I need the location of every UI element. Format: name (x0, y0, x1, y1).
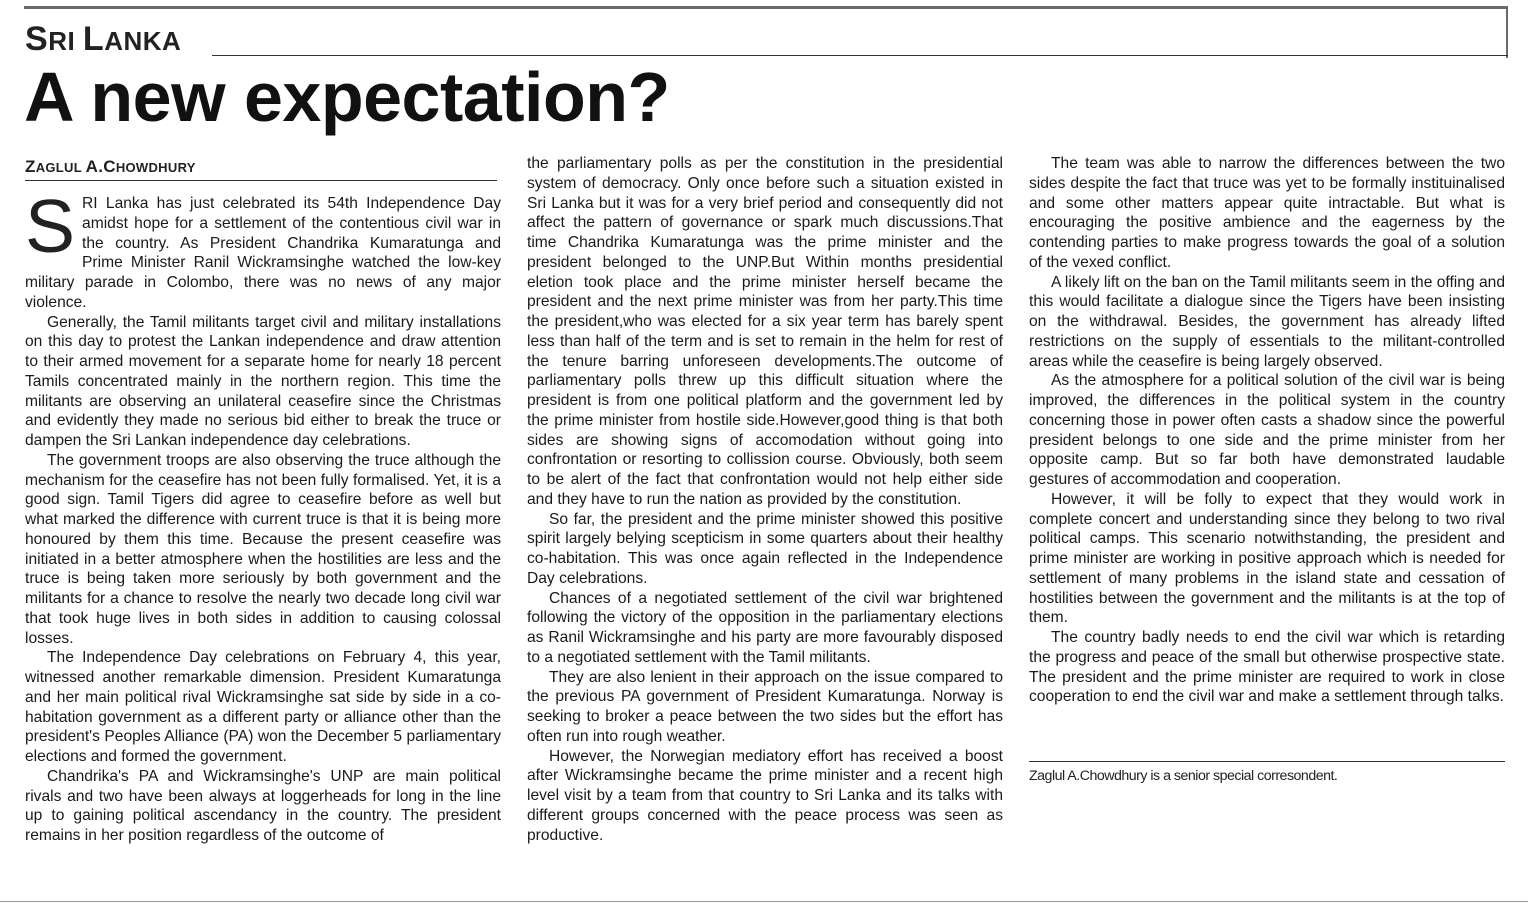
section-kicker: SRI LANKA (25, 20, 182, 58)
paragraph: They are also lenient in their approach on the issue compared to the previous PA government of President Kumaratunga. Norway is seeking to broker a peace between the two sides but the effort has often run into rough weather. (527, 668, 1003, 745)
paragraph: Generally, the Tamil militants target civil and military installations on this day to protest the Lankan independence and draw attention to their armed movement for a separate home for nearly 18 percent Tamils concentrated mainly in the northern region. This time the militants are observing an unilateral ceasefire since the Christmas and evidently they made no serious bid either to break the truce or dampen the Sri Lankan independence day celebrations. (25, 313, 501, 449)
paragraph: The government troops are also observing the truce although the mechanism for the ceasefire has not been fully formalised. Yet, it is a good sign. Tamil Tigers did agree to ceasefire before as well but what marked the difference with current truce is that it is being more honoured by them this time. Because the present ceasefire was initiated in a better atmosphere when the hostilities are less and the truce is being taken more seriously by both government and the militants for a chance to resolve the nearly two decade long civil war that took huge lives in both sides in addition to causing colossal losses. (25, 451, 501, 647)
article-column-1 (25, 194, 501, 894)
bottom-rule (0, 901, 1528, 902)
paragraph: As the atmosphere for a political solution of the civil war is being improved, the differences in the political system in the country concerning those in power often casts a shadow since the powerful president belongs to one side and the prime minister from her opposite camp. But so far both have demonstrated laudable gestures of accommodation and cooperation. (1029, 372, 1505, 488)
paragraph: the parliamentary polls as per the constitution in the presidential system of democracy. Only once before such a situation existed in Sri Lanka but it was for a very brief period and consequently did not affect the pattern of governance or spark much discussions.That time Chandrika Kumaratunga was the prime minister and the president belonged to the UNP.But Within months presidential eletion took place and the prime minister herself became the president and the next prime minister was from her party.This time the president,who was elected for a six year term has barely spent less than half of the term and is set to remain in the helm for rest of the tenure barring unforeseen developments.The outcome of parliamentary polls threw up this difficult situation where the president is from one political platform and the government led by the prime minister from hostile side.However,good thing is that both sides are showing signs of accomodation without going into confrontation or resorting to collission course. Obviously, both seem to be alert of the fact that confrontation would not help either side and they have to run the nation as provided by the constitution. (527, 155, 1003, 508)
paragraph: Chandrika's PA and Wickramsinghe's UNP are main political rivals and two have been always at loggerheads for long in the line up to gaining political ascendancy in the country. The president remains in her position regardless of the outcome of (25, 767, 501, 844)
paragraph: Chances of a negotiated settlement of the civil war brightened following the victory of the opposition in the parliamentary elections as Ranil Wickramsinghe and his party are more favourably disposed to a negotiated settlement with the Tamil militants. (527, 589, 1003, 666)
headline: A new expectation? (24, 58, 670, 136)
kicker-rule (212, 55, 1508, 56)
paragraph: The Independence Day celebrations on February 4, this year, witnessed another remarkable dimension. President Kumaratunga and her main political rival Wickramsinghe sat side by side in a co-habitation government as a different party or alliance other than the president's Peoples Alliance (PA) won the December 5 parliamentary elections and formed the government. (25, 649, 501, 765)
paragraph: So far, the president and the prime minister showed this positive spirit largely belying scepticism in some quarters about their healthy co-habitation. This was once again reflected in the Independence Day celebrations. (527, 510, 1003, 587)
paragraph: The team was able to narrow the differences between the two sides despite the fact that truce was yet to be formally instituinalised and some other matters appear quite intractable. But what is encouraging the positive ambience and the eagerness by the contending parties to make progress towards the goal of a solution of the vexed conflict. (1029, 155, 1505, 271)
top-rule (24, 6, 1508, 9)
article-column-2 (527, 154, 1003, 894)
right-rule (1506, 6, 1508, 58)
paragraph: The country badly needs to end the civil war which is retarding the progress and peace of the small but otherwise prospective state. The president and the prime minister are required to work in close cooperation to end the civil war and make a settlement through talks. (1029, 629, 1505, 706)
article-column-3 (1029, 154, 1505, 754)
author-bio: Zaglul A.Chowdhury is a senior special corresondent. (1029, 768, 1338, 784)
paragraph: However, the Norwegian mediatory effort has received a boost after Wickramsinghe became the prime minister and a recent high level visit by a team from that country to Sri Lanka and its talks with different groups concerned with the peace process was seen as productive. (527, 747, 1003, 844)
bio-rule (1029, 761, 1505, 762)
byline: ZAGLUL A.CHOWDHURY (25, 157, 196, 176)
byline-rule (25, 180, 497, 181)
paragraph: SRI Lanka has just celebrated its 54th Independence Day amidst hope for a settlement of the contentious civil war in the country. As President Chandrika Kumaratunga and Prime Minister Ranil Wickramsinghe watched the low-key military parade in Colombo, there was no news of any major violence. (25, 194, 501, 311)
paragraph: However, it will be folly to expect that they would work in complete concert and understanding since they belong to two rival political camps. This scenario notwithstanding, the president and prime minister are working in positive approach which is needed for settlement of many problems in the island state and cessation of hostilities between the government and the militants is at the top of them. (1029, 490, 1505, 627)
paragraph: A likely lift on the ban on the Tamil militants seem in the offing and this would facilitate a dialogue since the Tigers have been insisting on the withdrawal. Besides, the government has already lifted restrictions on the supply of essentials to the militant-controlled areas while the ceasefire is being largely observed. (1029, 273, 1505, 370)
drop-cap: S (25, 194, 76, 268)
